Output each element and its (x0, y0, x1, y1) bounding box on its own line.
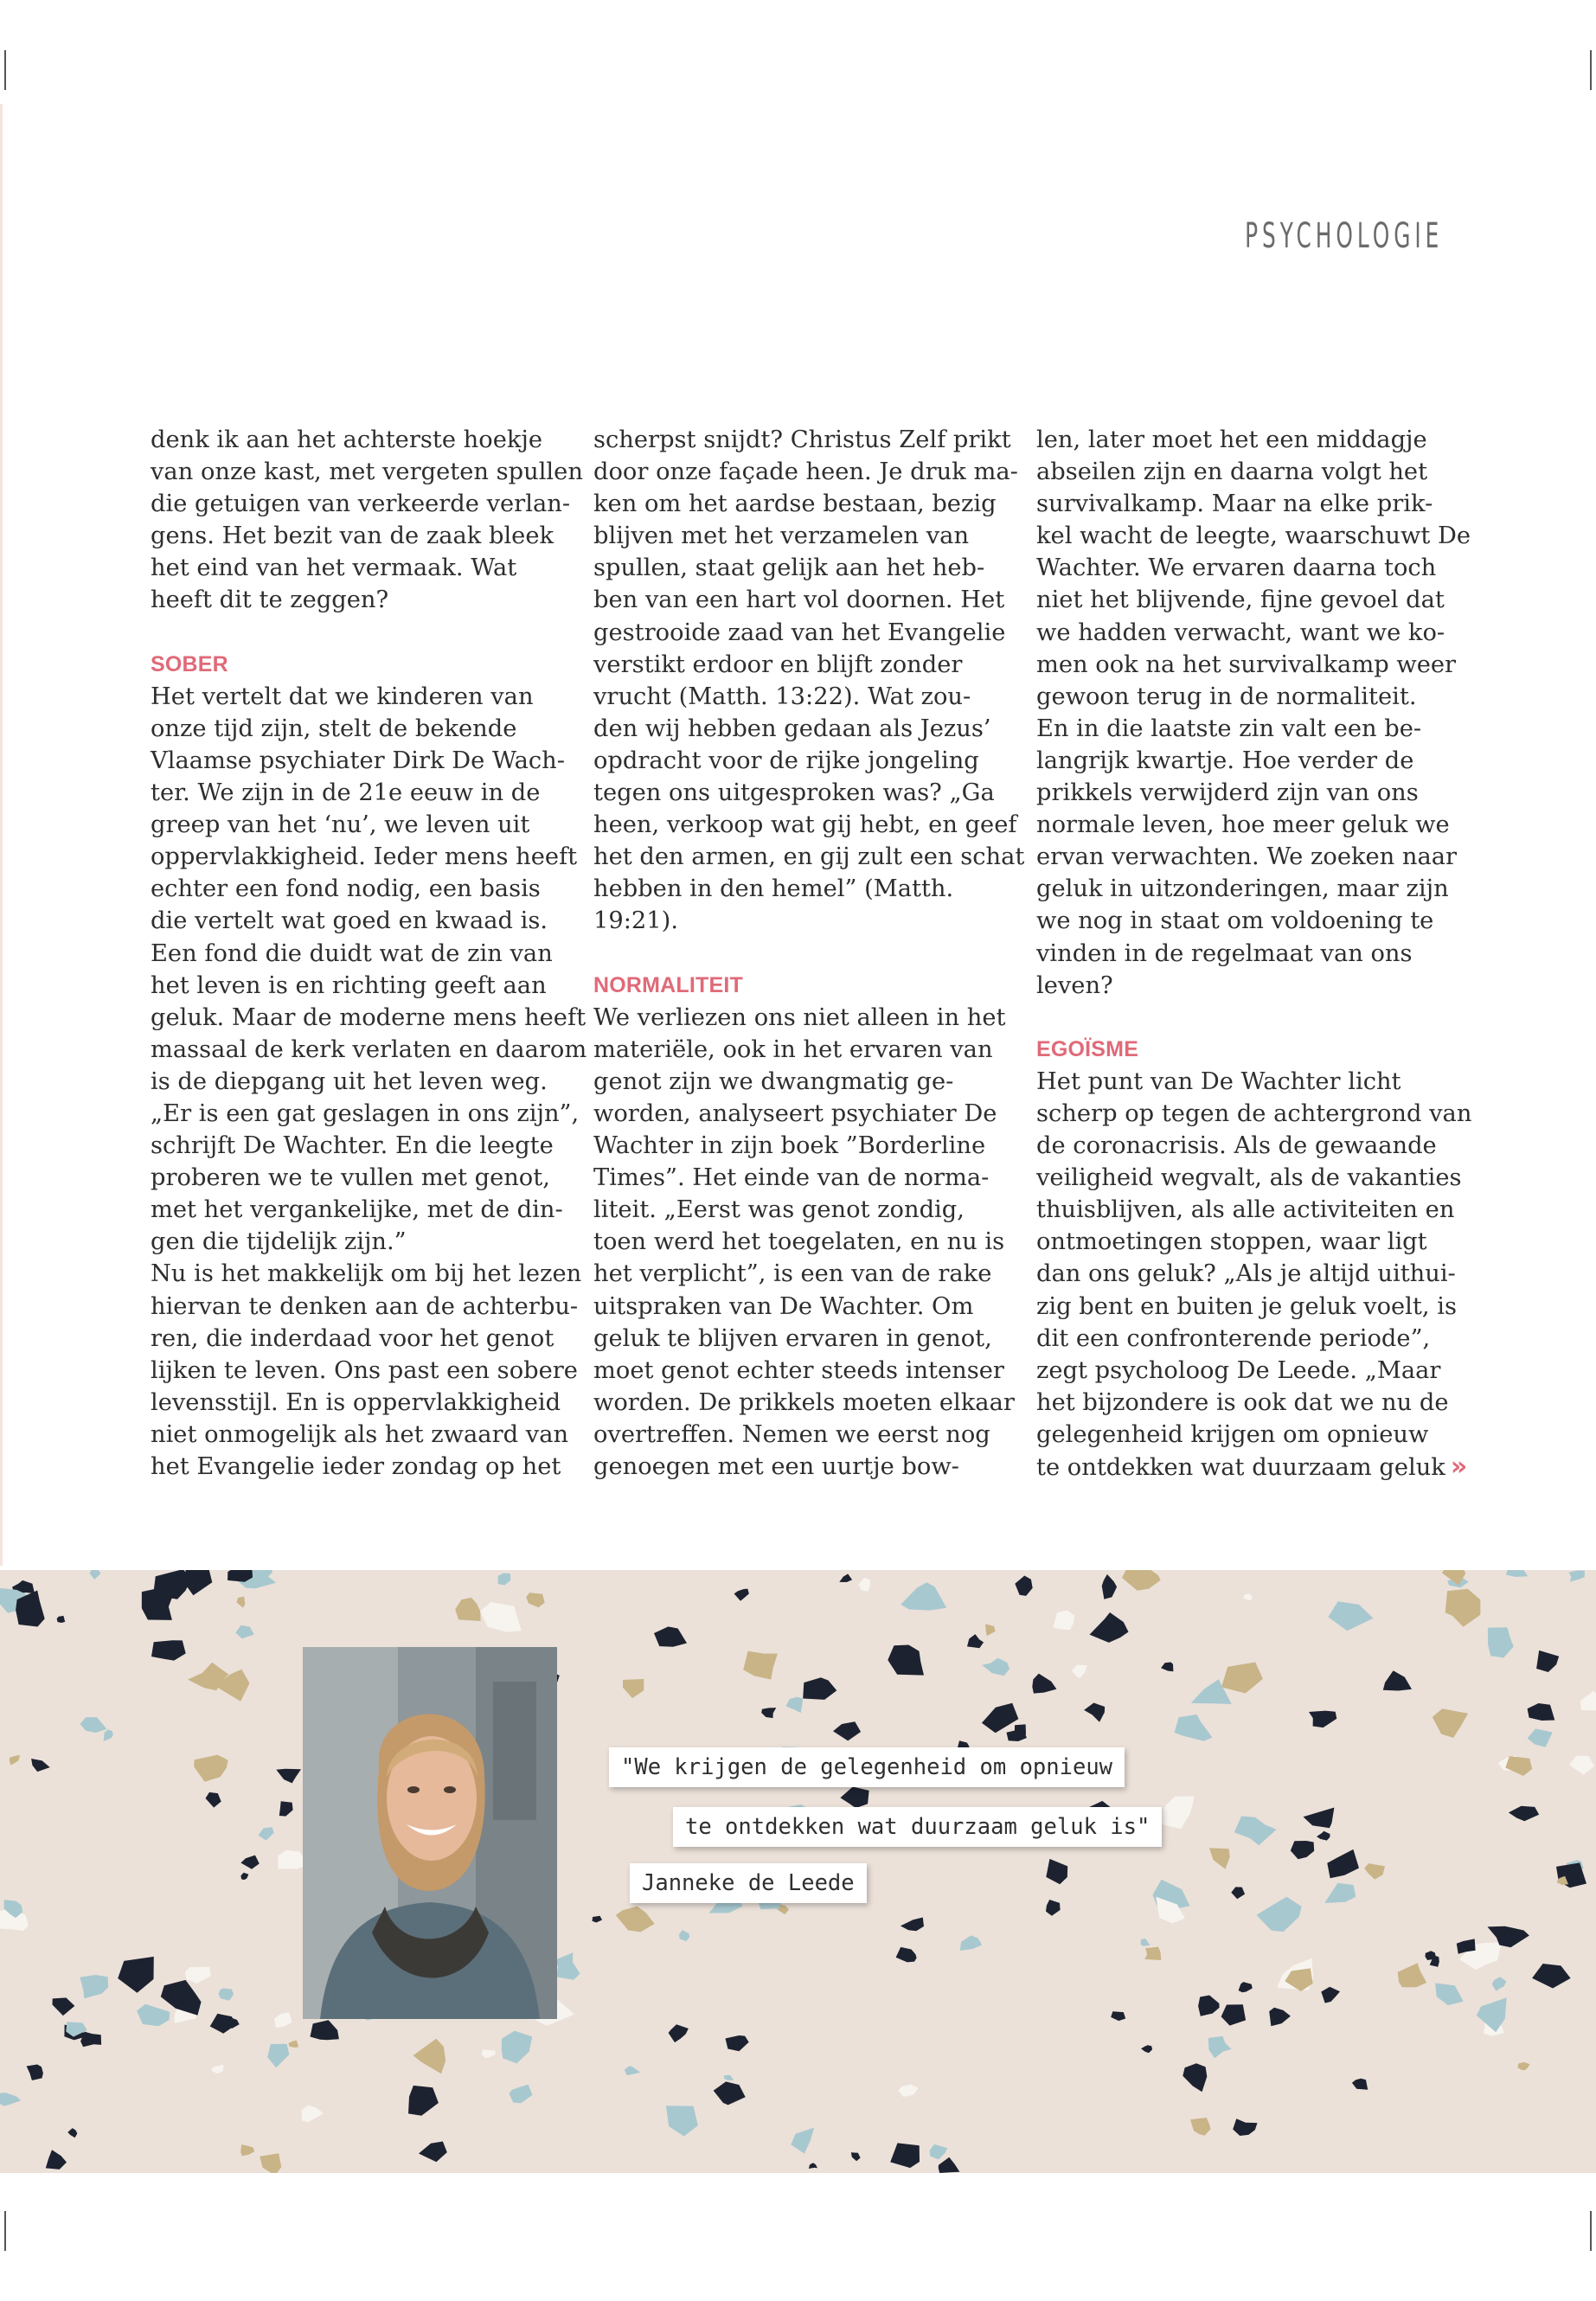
terrazzo-speck (623, 1679, 644, 1698)
terrazzo-speck (419, 2142, 447, 2163)
terrazzo-speck (840, 1787, 869, 1809)
text-line: len, later moet het een middagje (1036, 426, 1427, 453)
text-line: het eind van het vermaak. Wat (151, 554, 517, 582)
terrazzo-speck (1383, 1670, 1412, 1690)
terrazzo-speck (1072, 1665, 1087, 1678)
text-line: met het vergankelijke, met de din- (151, 1196, 563, 1224)
terrazzo-speck (259, 1827, 274, 1841)
quote-line-1: "We krijgen de gelegenheid om opnieuw (609, 1747, 1125, 1787)
text-line: gens. Het bezit van de zaak bleek (151, 522, 554, 550)
terrazzo-speck (1102, 1574, 1117, 1599)
terrazzo-speck (279, 1801, 293, 1816)
text-line: onze tijd zijn, stelt de bekende (151, 715, 517, 742)
text-line: Times”. Het einde van de norma- (593, 1164, 990, 1192)
text-line: het Evangelie ieder zondag op het (151, 1453, 561, 1480)
terrazzo-speck (1183, 2063, 1207, 2092)
text-line: kel wacht de leegte, waarschuwt De (1036, 522, 1471, 550)
page-edge (0, 104, 3, 1566)
text-line: greep van het ‘nu’, we leven uit (151, 811, 530, 839)
text-line: geluk te blijven ervaren in genot, (593, 1324, 992, 1352)
text-line: zegt psycholoog De Leede. „Maar (1036, 1356, 1441, 1384)
terrazzo-speck (1234, 1817, 1277, 1846)
terrazzo-speck (276, 1769, 301, 1784)
terrazzo-speck (1291, 1841, 1314, 1859)
column-lines (593, 424, 1025, 938)
terrazzo-speck (1239, 1982, 1253, 1992)
terrazzo-speck (679, 1930, 689, 1941)
text-line: ken om het aardse bestaan, bezig (593, 490, 997, 518)
terrazzo-speck (1090, 1612, 1129, 1643)
terrazzo-speck (211, 2065, 224, 2073)
terrazzo-speck (206, 1792, 221, 1808)
terrazzo-speck (1159, 1797, 1195, 1830)
terrazzo-speck (1269, 2008, 1291, 2027)
crop-mark (4, 2211, 6, 2251)
terrazzo-speck (509, 2085, 532, 2104)
terrazzo-speck (413, 2039, 446, 2073)
terrazzo-speck (1161, 1663, 1173, 1672)
terrazzo-speck (761, 1708, 776, 1718)
terrazzo-speck (616, 1907, 655, 1932)
terrazzo-speck (1175, 1715, 1213, 1741)
article-column-2 (593, 424, 1025, 1483)
text-line: we hadden verwacht, want we ko- (1036, 619, 1445, 646)
terrazzo-speck (791, 2128, 814, 2154)
text-line: Wachter in zijn boek ”Borderline (593, 1132, 986, 1160)
text-line: den wij hebben gedaan als Jezus’ (593, 715, 991, 742)
terrazzo-speck (219, 1989, 234, 2001)
text-line: gewoon terug in de normaliteit. (1036, 683, 1417, 710)
column-lines (1036, 1066, 1472, 1484)
text-line: moet genot echter steeds intenser (593, 1356, 1004, 1384)
text-line: is de diepgang uit het leven weg. (151, 1067, 548, 1095)
terrazzo-speck (151, 1640, 186, 1660)
terrazzo-speck (53, 1997, 75, 2016)
text-line: prikkels verwijderd zijn van ons (1036, 779, 1419, 807)
terrazzo-speck (851, 2152, 861, 2161)
terrazzo-speck (593, 1916, 603, 1923)
terrazzo-speck (1352, 2079, 1368, 2090)
terrazzo-speck (1506, 1570, 1528, 1577)
column-lines (151, 424, 583, 617)
text-line: geluk. Maar de moderne mens heeft (151, 1003, 586, 1031)
terrazzo-speck (1084, 1703, 1105, 1722)
text-line: veiligheid wegvalt, als de vakanties (1036, 1164, 1462, 1192)
terrazzo-speck (1190, 2118, 1211, 2136)
terrazzo-speck (31, 1759, 50, 1772)
terrazzo-speck (502, 2031, 533, 2064)
terrazzo-speck (1317, 1831, 1330, 1841)
text-line: liteit. „Eerst was genot zondig, (593, 1196, 965, 1224)
text-line: denk ik aan het achterste hoekje (151, 426, 543, 453)
terrazzo-speck (1509, 1806, 1539, 1822)
text-line: massaal de kerk verlaten en daarom (151, 1035, 587, 1063)
text-line: ben van een hart vol doornen. Het (593, 586, 1005, 614)
terrazzo-speck (267, 2044, 289, 2068)
text-line: materiële, ook in het ervaren van (593, 1035, 993, 1063)
terrazzo-speck (901, 1582, 946, 1610)
terrazzo-speck (408, 2086, 439, 2116)
terrazzo-speck (1528, 1703, 1555, 1721)
terrazzo-speck (1141, 1939, 1151, 1946)
article-column-3 (1036, 424, 1472, 1484)
terrazzo-speck (236, 1597, 245, 1608)
terrazzo-speck (1233, 2118, 1257, 2136)
continue-arrow-icon: » (1450, 1452, 1468, 1482)
text-line: het den armen, en gij zult een schat (593, 843, 1025, 871)
text-line: „Er is een gat geslagen in ons zijn”, (151, 1099, 580, 1127)
terrazzo-speck (724, 2075, 734, 2080)
terrazzo-speck (985, 1624, 996, 1636)
terrazzo-speck (1209, 1848, 1230, 1869)
text-line: langrijk kwartje. Hoe verder de (1036, 747, 1414, 774)
terrazzo-speck (1053, 1610, 1074, 1630)
terrazzo-speck (1488, 1627, 1514, 1657)
terrazzo-speck (1221, 2004, 1247, 2025)
terrazzo-speck (80, 1975, 108, 1998)
text-line: genoegen met een uurtje bow- (593, 1453, 959, 1480)
text-line: het leven is en richting geeft aan (151, 971, 547, 999)
terrazzo-speck (1569, 1756, 1594, 1775)
terrazzo-speck (899, 2085, 919, 2097)
text-line: heen, verkoop wat gij hebt, en geef (593, 811, 1017, 839)
terrazzo-speck (734, 1589, 749, 1601)
section-label: PSYCHOLOGIE (1245, 216, 1444, 256)
terrazzo-speck (1144, 1947, 1161, 1961)
terrazzo-speck (982, 1703, 1019, 1734)
text-line: ontmoetingen stoppen, waar ligt (1036, 1228, 1427, 1256)
terrazzo-speck (90, 1570, 101, 1580)
text-line: spullen, staat gelijk aan het heb- (593, 554, 985, 582)
text-line: scherpst snijdt? Christus Zelf prikt (593, 426, 1011, 453)
terrazzo-speck (1435, 1984, 1464, 2006)
text-line: overtreffen. Nemen we eerst nog (593, 1420, 990, 1448)
terrazzo-speck (46, 2150, 67, 2170)
subheading-sober: SOBER (151, 651, 228, 676)
terrazzo-speck (240, 2144, 254, 2156)
text-line: gelegenheid krijgen om opnieuw (1036, 1420, 1429, 1448)
terrazzo-speck (1528, 1728, 1553, 1747)
text-line: te ontdekken wat duurzaam geluk » (1036, 1452, 1468, 1482)
text-line: worden, analyseert psychiater De (593, 1099, 997, 1127)
text-line: het bijzondere is ook dat we nu de (1036, 1388, 1449, 1416)
terrazzo-speck (809, 2163, 817, 2169)
terrazzo-speck (967, 1634, 984, 1648)
terrazzo-speck (1321, 1987, 1340, 2003)
text-line: zig bent en buiten je geluk voelt, is (1036, 1292, 1457, 1320)
text-line: toen werd het toegelaten, en nu is (593, 1228, 1005, 1256)
column-lines (593, 1002, 1015, 1483)
text-line: Het vertelt dat we kinderen van (151, 683, 534, 710)
terrazzo-speck (939, 2157, 960, 2173)
text-line: die getuigen van verkeerde verlan- (151, 490, 571, 518)
terrazzo-speck (104, 1729, 113, 1741)
terrazzo-speck (839, 1574, 852, 1582)
terrazzo-speck (118, 1957, 154, 1993)
terrazzo-speck (27, 2065, 43, 2081)
text-line: Een fond die duidt wat de zin van (151, 939, 553, 967)
text-line: vrucht (Matth. 13:22). Wat zou- (593, 683, 971, 710)
text-line: lijken te leven. Ons past een sobere (151, 1356, 578, 1384)
column-lines (151, 681, 587, 1483)
terrazzo-speck (803, 1677, 836, 1700)
text-line: genot zijn we dwangmatig ge- (593, 1067, 954, 1095)
terrazzo-speck (890, 2143, 920, 2168)
terrazzo-speck (1477, 1997, 1507, 2032)
text-line: 19:21). (593, 907, 678, 935)
text-line: uitspraken van De Wachter. Om (593, 1292, 974, 1320)
terrazzo-speck (57, 1616, 66, 1623)
terrazzo-speck (1328, 1601, 1373, 1631)
terrazzo-speck (654, 1626, 687, 1646)
terrazzo-speck (1032, 1674, 1056, 1694)
text-line: We verliezen ons niet alleen in het (593, 1003, 1006, 1031)
terrazzo-speck (669, 2024, 689, 2042)
text-line: hiervan te denken aan de achterbu- (151, 1292, 579, 1320)
text-line: door onze façade heen. Je druk ma- (593, 458, 1018, 486)
terrazzo-speck (1304, 1808, 1335, 1829)
text-line: worden. De prikkels moeten elkaar (593, 1388, 1015, 1416)
crop-mark (1590, 50, 1592, 90)
terrazzo-speck (833, 1721, 861, 1740)
text-line: het verplicht”, is een van de rake (593, 1260, 992, 1288)
text-line: proberen we te vullen met genot, (151, 1164, 550, 1192)
text-line: opdracht voor de rijke jongeling (593, 747, 979, 774)
text-line: niet het blijvende, fijne gevoel dat (1036, 586, 1445, 614)
terrazzo-speck (1327, 1849, 1359, 1878)
quote-author: Janneke de Leede (630, 1863, 867, 1903)
terrazzo-speck (67, 2128, 77, 2138)
text-line: abseilen zijn en daarna volgt het (1036, 458, 1428, 486)
text-line: leven? (1036, 971, 1113, 999)
terrazzo-speck (743, 1651, 778, 1680)
terrazzo-speck (930, 2144, 948, 2160)
terrazzo-speck (896, 1947, 917, 1963)
portrait-photo (303, 1647, 557, 2019)
terrazzo-speck (80, 1717, 106, 1733)
terrazzo-speck (888, 1645, 924, 1676)
text-line: vinden in de regelmaat van ons (1036, 939, 1413, 967)
text-line: levensstijl. En is oppervlakkigheid (151, 1388, 561, 1416)
terrazzo-speck (455, 1598, 480, 1621)
terrazzo-speck (1309, 1711, 1336, 1728)
terrazzo-speck (858, 1578, 870, 1592)
terrazzo-speck (1364, 1863, 1385, 1880)
terrazzo-speck (1505, 1756, 1532, 1776)
terrazzo-speck (480, 1602, 522, 1632)
text-line: ervan verwachten. We zoeken naar (1036, 843, 1458, 871)
terrazzo-speck (1111, 2011, 1125, 2021)
text-line: Nu is het makkelijk om bij het lezen (151, 1260, 582, 1288)
text-line: gestrooide zaad van het Evangelie (593, 619, 1006, 646)
text-line: die vertelt wat goed en kwaad is. (151, 907, 548, 935)
terrazzo-speck (498, 1574, 511, 1586)
terrazzo-speck (80, 2032, 101, 2048)
text-line: geluk in uitzonderingen, maar zijn (1036, 875, 1449, 903)
terrazzo-speck (1221, 1663, 1263, 1694)
subheading-egoisme: EGOÏSME (1036, 1036, 1139, 1061)
terrazzo-speck (1122, 1570, 1161, 1591)
terrazzo-speck (274, 2012, 292, 2028)
text-line: Vlaamse psychiater Dirk De Wach- (151, 747, 565, 774)
text-line: survivalkamp. Maar na elke prik- (1036, 490, 1433, 518)
terrazzo-speck (240, 1873, 248, 1880)
terrazzo-speck (482, 2049, 496, 2058)
text-line: oppervlakkigheid. Ieder mens heeft (151, 843, 578, 871)
terrazzo-speck (1324, 1883, 1356, 1903)
terrazzo-speck (1257, 1897, 1302, 1932)
terrazzo-speck (185, 1967, 211, 1984)
terrazzo-speck (1517, 2062, 1529, 2071)
terrazzo-speck (1398, 1963, 1427, 1987)
text-line: dit een confronterende periode”, (1036, 1324, 1431, 1352)
terrazzo-speck (1536, 1650, 1559, 1672)
quote-line-2: te ontdekken wat duurzaam geluk is" (673, 1807, 1162, 1847)
terrazzo-speck (1492, 1977, 1507, 1990)
terrazzo-speck (625, 2066, 641, 2075)
terrazzo-speck (960, 1935, 983, 1951)
terrazzo-speck (10, 1755, 21, 1766)
terrazzo-speck (1532, 1964, 1571, 1989)
text-line: Het punt van De Wachter licht (1036, 1067, 1401, 1095)
subheading-normaliteit: NORMALITEIT (593, 972, 744, 997)
terrazzo-speck (1046, 1900, 1061, 1916)
terrazzo-speck (1445, 1589, 1481, 1627)
text-line: schrijft De Wachter. En die leegte (151, 1132, 554, 1160)
text-line: Wachter. We ervaren daarna toch (1036, 554, 1437, 582)
text-line: ter. We zijn in de 21e eeuw in de (151, 779, 541, 807)
terrazzo-speck (311, 2020, 339, 2040)
terrazzo-speck (1198, 1996, 1220, 2016)
terrazzo-speck (137, 2004, 170, 2027)
terrazzo-speck (1015, 1576, 1032, 1596)
terrazzo-speck (1141, 2045, 1152, 2053)
text-line: van onze kast, met vergeten spullen (151, 458, 583, 486)
terrazzo-speck (240, 1856, 259, 1869)
terrazzo-speck (526, 1593, 544, 1607)
terrazzo-speck (726, 2035, 749, 2051)
text-line: heeft dit te zeggen? (151, 586, 389, 614)
terrazzo-speck (786, 1697, 804, 1714)
terrazzo-speck (1231, 1887, 1245, 1899)
terrazzo-speck (0, 2093, 21, 2106)
text-line: thuisblijven, als alle activiteiten en (1036, 1196, 1455, 1224)
terrazzo-speck (714, 2081, 746, 2105)
terrazzo-speck (289, 2041, 299, 2048)
text-line: we nog in staat om voldoening te (1036, 907, 1434, 935)
text-line: normale leven, hoe meer geluk we (1036, 811, 1450, 839)
terrazzo-speck (301, 2106, 324, 2123)
text-line: tegen ons uitgesproken was? „Ga (593, 779, 995, 807)
column-lines (1036, 424, 1471, 1002)
terrazzo-speck (1580, 1691, 1596, 1711)
article-column-1 (151, 424, 587, 1483)
terrazzo-speck (666, 2106, 698, 2136)
terrazzo-speck (1046, 1859, 1067, 1884)
crop-mark (1590, 2211, 1592, 2251)
terrazzo-speck (260, 2153, 281, 2173)
text-line: hebben in den hemel” (Matth. (593, 875, 954, 903)
text-line: En in die laatste zin valt een be- (1036, 715, 1422, 742)
text-line: dan ons geluk? „Als je altijd uithui- (1036, 1260, 1456, 1288)
terrazzo-speck (194, 1755, 228, 1782)
text-line: verstikt erdoor en blijft zonder (593, 651, 963, 678)
terrazzo-speck (161, 1980, 202, 2016)
terrazzo-speck (982, 1658, 1010, 1676)
text-line: gen die tijdelijk zijn.” (151, 1228, 407, 1256)
terrazzo-speck (1569, 1570, 1585, 1581)
text-line: scherp op tegen de achtergrond van (1036, 1099, 1472, 1127)
text-line: niet onmogelijk als het zwaard van (151, 1420, 569, 1448)
terrazzo-speck (235, 1625, 253, 1638)
terrazzo-speck (1433, 1708, 1468, 1738)
terrazzo-speck (1243, 1594, 1253, 1601)
crop-mark (4, 50, 6, 90)
text-line: echter een fond nodig, een basis (151, 875, 541, 903)
text-line: ren, die inderdaad voor het genot (151, 1324, 554, 1352)
text-line: de coronacrisis. Als de gewaande (1036, 1132, 1437, 1160)
terrazzo-speck (901, 1918, 924, 1932)
text-line: men ook na het survivalkamp weer (1036, 651, 1457, 678)
text-line: blijven met het verzamelen van (593, 522, 970, 550)
terrazzo-speck (1208, 2036, 1232, 2059)
